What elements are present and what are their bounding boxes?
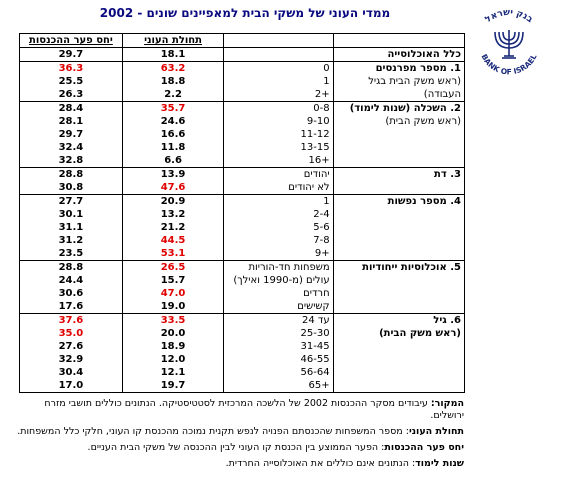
income-gap-value: 27.7 (20, 195, 123, 209)
row-category (333, 366, 464, 379)
poverty-incidence-value: 63.2 (122, 62, 223, 76)
poverty-incidence-value: 2.2 (122, 88, 223, 102)
footnote-label: שנות לימוד (415, 458, 464, 469)
table-row (20, 261, 465, 275)
table-row (20, 141, 465, 154)
row-subcategory: 31-45 (224, 340, 333, 353)
poverty-incidence-value: 12.0 (122, 353, 223, 366)
table-row (20, 314, 465, 328)
income-gap-value: 36.3 (20, 62, 123, 76)
poverty-table (19, 33, 465, 393)
income-gap-value: 28.4 (20, 102, 123, 116)
row-category (333, 340, 464, 353)
row-subcategory: 56-64 (224, 366, 333, 379)
poverty-incidence-value: 47.0 (122, 287, 223, 300)
table-row (20, 128, 465, 141)
income-gap-value: 37.6 (20, 314, 123, 328)
header-poverty-incidence: תחולת העוני (122, 34, 223, 48)
header-subcategory (224, 34, 333, 48)
row-category (333, 154, 464, 168)
row-category (333, 300, 464, 314)
poverty-incidence-value: 19.0 (122, 300, 223, 314)
income-gap-value: 27.6 (20, 340, 123, 353)
income-gap-value: 23.5 (20, 247, 123, 261)
poverty-incidence-value: 44.5 (122, 234, 223, 247)
row-subcategory (224, 48, 333, 62)
footnote (8, 398, 464, 422)
row-subcategory: משפחות חד-הוריות (224, 261, 333, 275)
row-category (333, 208, 464, 221)
income-gap-value: 28.8 (20, 261, 123, 275)
row-subcategory: 2-4 (224, 208, 333, 221)
income-gap-value: 31.2 (20, 234, 123, 247)
table-row (20, 181, 465, 195)
footnote-text: : הפער הממוצע בין הכנסת קו העוני לבין ההכנסה של משקי הבית העניים. (87, 442, 385, 453)
header-income-gap: יחס פער ההכנסות (20, 34, 123, 48)
row-category (333, 287, 464, 300)
income-gap-value: 30.6 (20, 287, 123, 300)
row-category: 5. אוכלוסיות ייחודיות (333, 261, 464, 275)
row-subcategory: 1 (224, 195, 333, 209)
income-gap-value: 25.5 (20, 75, 123, 88)
poverty-incidence-value: 6.6 (122, 154, 223, 168)
svg-text:בנק ישראל: בנק ישראל (483, 7, 535, 26)
header-category (333, 34, 464, 48)
row-category (333, 141, 464, 154)
row-category-note: (ראש משק הבית בגיל (368, 76, 461, 87)
table-row (20, 88, 465, 102)
row-category: 6. גיל (333, 314, 464, 328)
income-gap-value: 28.8 (20, 168, 123, 182)
row-subcategory: קשישים (224, 300, 333, 314)
row-category (333, 274, 464, 287)
row-subcategory: 46-55 (224, 353, 333, 366)
footnote (8, 458, 464, 470)
table-row (20, 75, 465, 88)
footnote (8, 442, 464, 454)
row-subcategory: לא יהודים (224, 181, 333, 195)
table-row (20, 379, 465, 393)
table-row (20, 234, 465, 247)
footnote-text: : הנתונים אינם כוללים את האוכלוסייה החרדית. (225, 458, 416, 469)
table-row (20, 300, 465, 314)
row-subcategory: 7-8 (224, 234, 333, 247)
row-subcategory: 9-10 (224, 115, 333, 128)
row-subcategory: 5-6 (224, 221, 333, 234)
income-gap-value: 31.1 (20, 221, 123, 234)
income-gap-value: 29.7 (20, 128, 123, 141)
table-row (20, 102, 465, 116)
row-subcategory: +16 (224, 154, 333, 168)
table-row (20, 274, 465, 287)
poverty-incidence-value: 20.0 (122, 327, 223, 340)
income-gap-value: 28.1 (20, 115, 123, 128)
menorah-icon (495, 30, 523, 58)
income-gap-value: 17.0 (20, 379, 123, 393)
poverty-incidence-value: 33.5 (122, 314, 223, 328)
table-row (20, 366, 465, 379)
row-category (333, 247, 464, 261)
svg-text:BANK OF ISRAEL: BANK OF ISRAEL (479, 52, 539, 77)
table-row (20, 340, 465, 353)
row-subcategory: 0 (224, 62, 333, 76)
table-row (20, 208, 465, 221)
row-category (333, 234, 464, 247)
poverty-incidence-value: 15.7 (122, 274, 223, 287)
row-category: 2. השכלה (שנות לימוד) (333, 102, 464, 116)
row-category (333, 115, 464, 128)
bank-of-israel-logo (468, 4, 550, 84)
poverty-incidence-value: 13.2 (122, 208, 223, 221)
row-subcategory: חרדים (224, 287, 333, 300)
table-row (20, 287, 465, 300)
poverty-incidence-value: 19.7 (122, 379, 223, 393)
poverty-incidence-value: 18.1 (122, 48, 223, 62)
poverty-incidence-value: 53.1 (122, 247, 223, 261)
row-subcategory: יהודים (224, 168, 333, 182)
row-category (333, 88, 464, 102)
row-category-note: (ראש משק הבית) (385, 116, 461, 127)
footnotes (8, 398, 464, 474)
row-subcategory: 11-12 (224, 128, 333, 141)
footnote (8, 426, 464, 438)
poverty-incidence-value: 12.1 (122, 366, 223, 379)
income-gap-value: 35.0 (20, 327, 123, 340)
table-row (20, 221, 465, 234)
row-subcategory: +9 (224, 247, 333, 261)
income-gap-value: 30.4 (20, 366, 123, 379)
income-gap-value: 32.8 (20, 154, 123, 168)
row-category: 4. מספר נפשות (333, 195, 464, 209)
row-category: (ראש משק הבית) (379, 328, 461, 339)
poverty-incidence-value: 16.6 (122, 128, 223, 141)
row-category: 3. דת (333, 168, 464, 182)
table-row (20, 327, 465, 340)
row-category (333, 128, 464, 141)
row-category (333, 353, 464, 366)
poverty-incidence-value: 13.9 (122, 168, 223, 182)
income-gap-value: 24.4 (20, 274, 123, 287)
poverty-incidence-value: 26.5 (122, 261, 223, 275)
row-subcategory: +65 (224, 379, 333, 393)
income-gap-value: 29.7 (20, 48, 123, 62)
footnote-label: המקור: (430, 398, 464, 409)
income-gap-value: 32.9 (20, 353, 123, 366)
poverty-incidence-value: 24.6 (122, 115, 223, 128)
table-row (20, 115, 465, 128)
poverty-incidence-value: 47.6 (122, 181, 223, 195)
row-subcategory: עולים (מ-1990 ואילך) (224, 274, 333, 287)
income-gap-value: 32.4 (20, 141, 123, 154)
page-title: ממדי העוני של משקי הבית למאפיינים שונים - 2002 (99, 6, 391, 20)
table-row (20, 48, 465, 62)
table-row (20, 195, 465, 209)
poverty-incidence-value: 18.8 (122, 75, 223, 88)
income-gap-value: 17.6 (20, 300, 123, 314)
income-gap-value: 30.8 (20, 181, 123, 195)
row-category (333, 75, 464, 88)
poverty-incidence-value: 11.8 (122, 141, 223, 154)
income-gap-value: 30.1 (20, 208, 123, 221)
poverty-incidence-value: 18.9 (122, 340, 223, 353)
row-subcategory: 25-30 (224, 327, 333, 340)
poverty-incidence-value: 21.2 (122, 221, 223, 234)
row-subcategory: עד 24 (224, 314, 333, 328)
row-category (333, 181, 464, 195)
footnote-label: תחולת העוני (408, 426, 464, 437)
row-category (333, 221, 464, 234)
table-row (20, 154, 465, 168)
footnote-text: עיבודים מסקר ההכנסות 2002 של הלשכה המרכזית לסטטיסטיקה. הנתונים כוללים תושבי מזרח ירושלים. (44, 398, 464, 421)
row-subcategory: +2 (224, 88, 333, 102)
row-subcategory: 1 (224, 75, 333, 88)
poverty-incidence-value: 35.7 (122, 102, 223, 116)
table-row (20, 247, 465, 261)
row-category: כלל האוכלוסייה (333, 48, 464, 62)
income-gap-value: 26.3 (20, 88, 123, 102)
table-row (20, 168, 465, 182)
poverty-incidence-value: 20.9 (122, 195, 223, 209)
table-row (20, 62, 465, 76)
row-subcategory: 13-15 (224, 141, 333, 154)
row-subcategory: 0-8 (224, 102, 333, 116)
footnote-text: : מספר המשפחות שהכנסתם הפנויה לנפש תקנית נמוכה מהכנסת קו העוני, חלקי כלל המשפחות. (17, 426, 409, 437)
row-category (333, 379, 464, 393)
footnote-label: יחס פער ההכנסות (384, 442, 464, 453)
row-category: 1. מספר מפרנסים (333, 62, 464, 76)
table-row (20, 353, 465, 366)
row-category-note: העבודה) (423, 89, 461, 100)
